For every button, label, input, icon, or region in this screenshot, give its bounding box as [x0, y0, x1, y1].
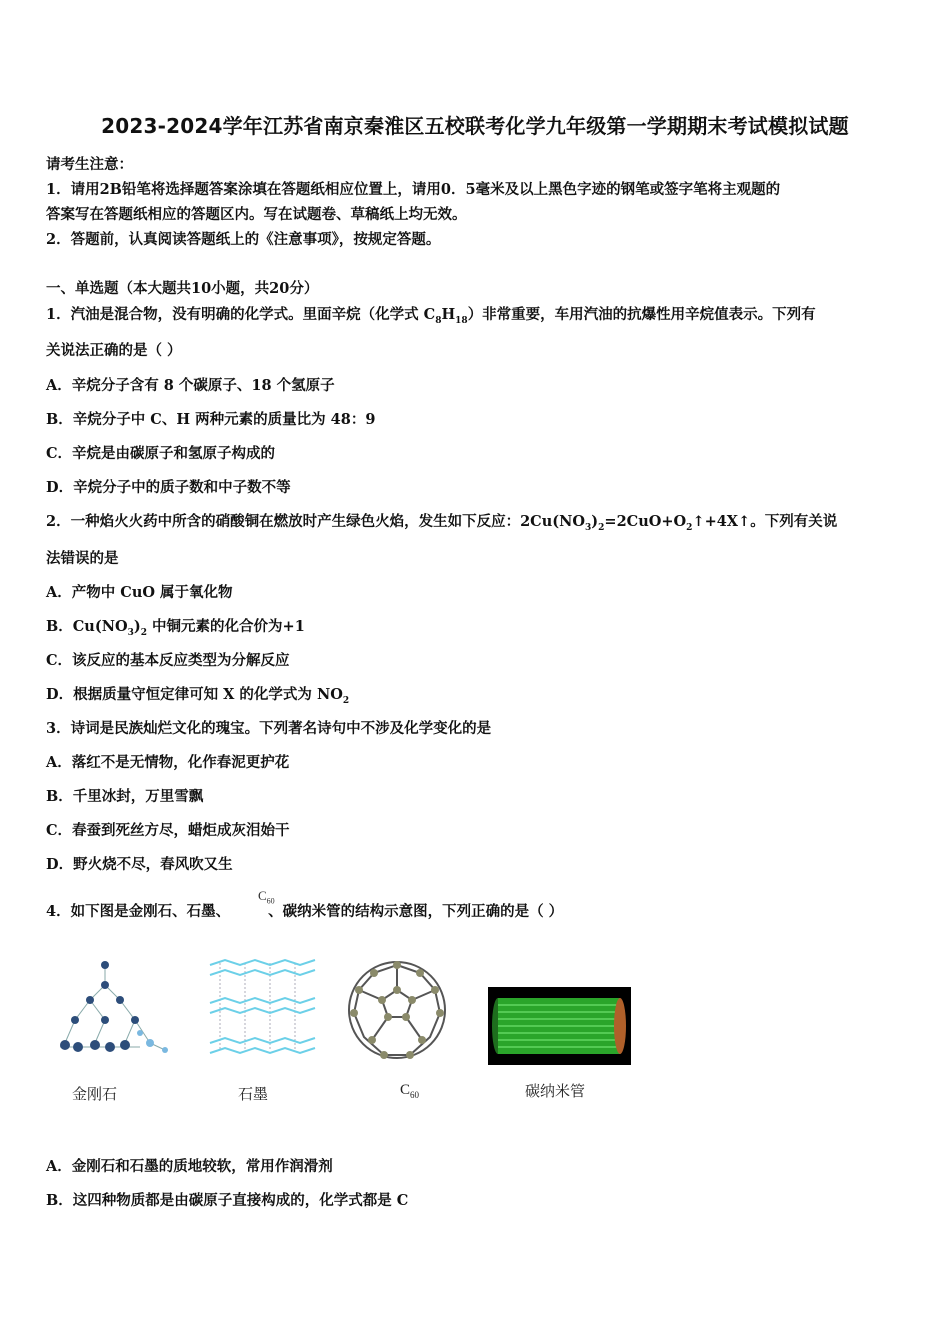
q2-stem-line-2: 法错误的是	[46, 550, 119, 567]
q3-option-d: D．野火烧不尽，春风吹又生	[46, 856, 233, 873]
q4-option-a: A．金刚石和石墨的质地较软，常用作润滑剂	[46, 1158, 333, 1175]
q2-option-d: D．根据质量守恒定律可知 X 的化学式为 $NO_2$	[46, 686, 350, 706]
q2-option-b: B．$Cu(NO_3)_2$ 中铜元素的化合价为+1	[46, 618, 305, 638]
notice-item-1-line-2: 答案写在答题纸相应的答题区内。写在试题卷、草稿纸上均无效。	[46, 206, 467, 223]
q1-option-b: B．辛烷分子中 C、H 两种元素的质量比为 48：9	[46, 411, 376, 428]
notice-heading: 请考生注意：	[46, 156, 133, 173]
section-heading: 一、单选题（本大题共10小题，共20分）	[46, 280, 319, 297]
notice-item-1-line-1: 1．请用2B铅笔将选择题答案涂填在答题纸相应位置上，请用0．5毫米及以上黑色字迹的钢笔或签字笔将主观题的	[46, 181, 781, 198]
q3-option-a: A．落红不是无情物，化作春泥更护花	[46, 754, 290, 771]
page-title: 2023-2024学年江苏省南京秦淮区五校联考化学九年级第一学期期末考试模拟试题	[101, 114, 849, 138]
q1-option-d: D．辛烷分子中的质子数和中子数不等	[46, 479, 291, 496]
q4-option-b: B．这四种物质都是由碳原子直接构成的，化学式都是 C	[46, 1192, 409, 1209]
nanotube-label: 碳纳米管	[525, 1082, 586, 1100]
c60-structure-image	[340, 955, 455, 1065]
carbon-nanotube-image	[488, 987, 631, 1065]
q3-option-c: C．春蚕到死丝方尽，蜡炬成灰泪始干	[46, 822, 290, 839]
q4-inline-c60: $C_{60}$	[258, 888, 275, 906]
graphite-label: 石墨	[238, 1085, 269, 1103]
q1-stem: 1．汽油是混合物，没有明确的化学式。里面辛烷（化学式 $C_8H_{18}$）非常重要，车用汽油的抗爆性用辛烷值表示。下列有	[46, 306, 816, 326]
q3-option-b: B．千里冰封，万里雪飘	[46, 788, 204, 805]
q2-stem: 2．一种焰火火药中所含的硝酸铜在燃放时产生绿色火焰，发生如下反应：$2Cu(NO_3)_2=2CuO+O_2↑+4X↑$。下列有关说	[46, 513, 838, 533]
diamond-label: 金刚石	[72, 1085, 118, 1103]
q1-stem-line-2: 关说法正确的是（ ）	[46, 342, 182, 359]
q4-stem: 4．如下图是金刚石、石墨、 、碳纳米管的结构示意图，下列正确的是（ ）	[46, 903, 564, 920]
notice-item-2: 2．答题前，认真阅读答题纸上的《注意事项》，按规定答题。	[46, 231, 441, 248]
c60-label: $C_{60}$	[400, 1082, 420, 1100]
q1-option-c: C．辛烷是由碳原子和氢原子构成的	[46, 445, 276, 462]
q2-option-c: C．该反应的基本反应类型为分解反应	[46, 652, 290, 669]
graphite-structure-image	[205, 955, 320, 1060]
q3-stem: 3．诗词是民族灿烂文化的瑰宝。下列著名诗句中不涉及化学变化的是	[46, 720, 492, 737]
q2-option-a: A．产物中 CuO 属于氧化物	[46, 584, 233, 601]
q1-option-a: A．辛烷分子含有 8 个碳原子、18 个氢原子	[46, 377, 335, 394]
diamond-structure-image	[50, 955, 175, 1065]
